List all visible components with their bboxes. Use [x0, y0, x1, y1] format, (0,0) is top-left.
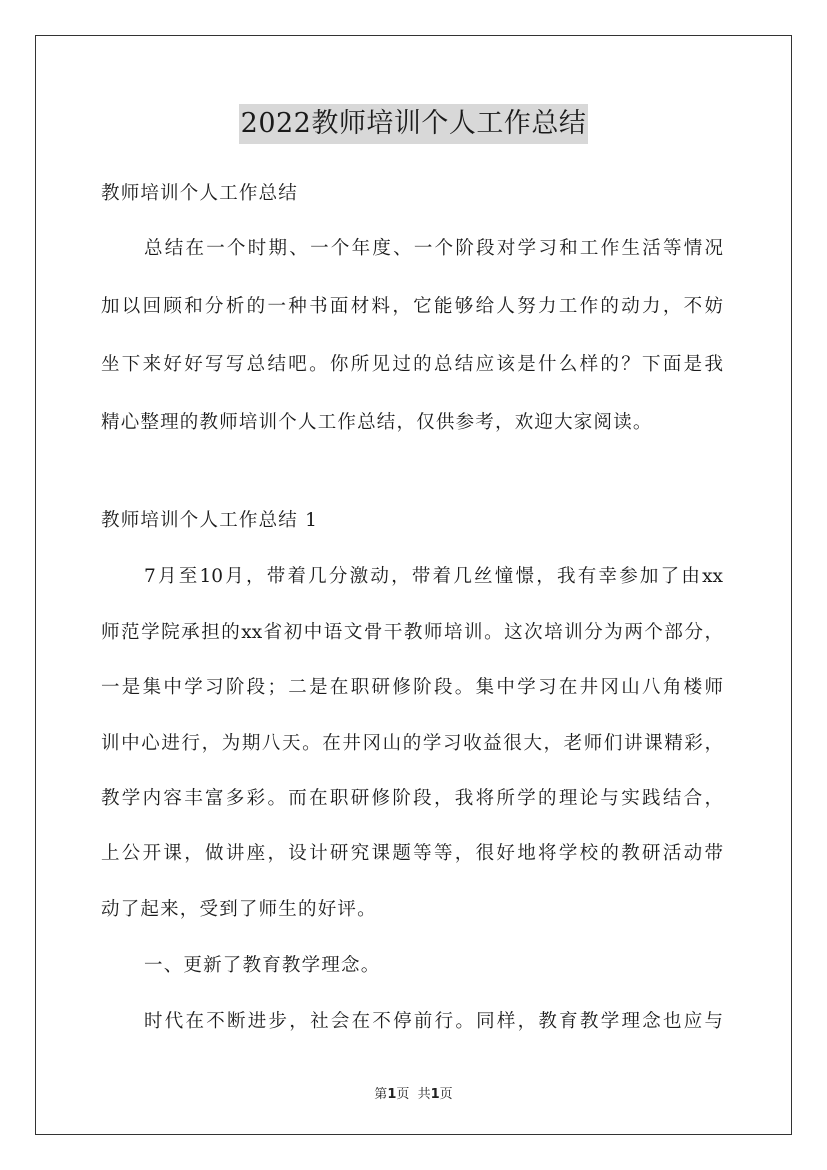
footer-mid: 页 共: [396, 1087, 431, 1102]
section-line: 教学内容丰富多彩。而在职研修阶段，我将所学的理论与实践结合，: [101, 788, 723, 809]
footer-total-pages: 1: [430, 1087, 440, 1102]
section-heading: 教师培训个人工作总结 1: [101, 510, 319, 531]
page-footer: [0, 1083, 827, 1102]
section-line: 训中心进行，为期八天。在井冈山的学习收益很大，老师们讲课精彩，: [101, 733, 723, 754]
section-line: 上公开课，做讲座，设计研究课题等等，很好地将学校的教研活动带: [101, 843, 723, 864]
intro-line: 总结在一个时期、一个年度、一个阶段对学习和工作生活等情况: [144, 238, 723, 259]
footer-page-number: 1: [387, 1087, 397, 1102]
point-line: 时代在不断进步，社会在不停前行。同样，教育教学理念也应与: [144, 1011, 723, 1032]
footer-prefix: 第: [374, 1087, 388, 1102]
footer-suffix: 页: [439, 1087, 453, 1102]
section-line: 7月至10月，带着几分激动，带着几丝憧憬，我有幸参加了由xx: [144, 566, 723, 587]
point-heading: 一、更新了教育教学理念。: [144, 955, 381, 976]
intro-line: 加以回顾和分析的一种书面材料，它能够给人努力工作的动力，不妨: [101, 296, 723, 317]
document-title: 2022教师培训个人工作总结: [239, 104, 589, 144]
section-line: 一是集中学习阶段；二是在职研修阶段。集中学习在井冈山八角楼师: [101, 677, 723, 698]
subtitle: 教师培训个人工作总结: [101, 183, 299, 204]
intro-line: 精心整理的教师培训个人工作总结，仅供参考，欢迎大家阅读。: [101, 412, 653, 433]
section-line: 动了起来，受到了师生的好评。: [101, 899, 377, 920]
intro-line: 坐下来好好写写总结吧。你所见过的总结应该是什么样的？下面是我: [101, 354, 723, 375]
title-wrap: [0, 104, 827, 144]
section-line: 师范学院承担的xx省初中语文骨干教师培训。这次培训分为两个部分，: [101, 622, 723, 643]
